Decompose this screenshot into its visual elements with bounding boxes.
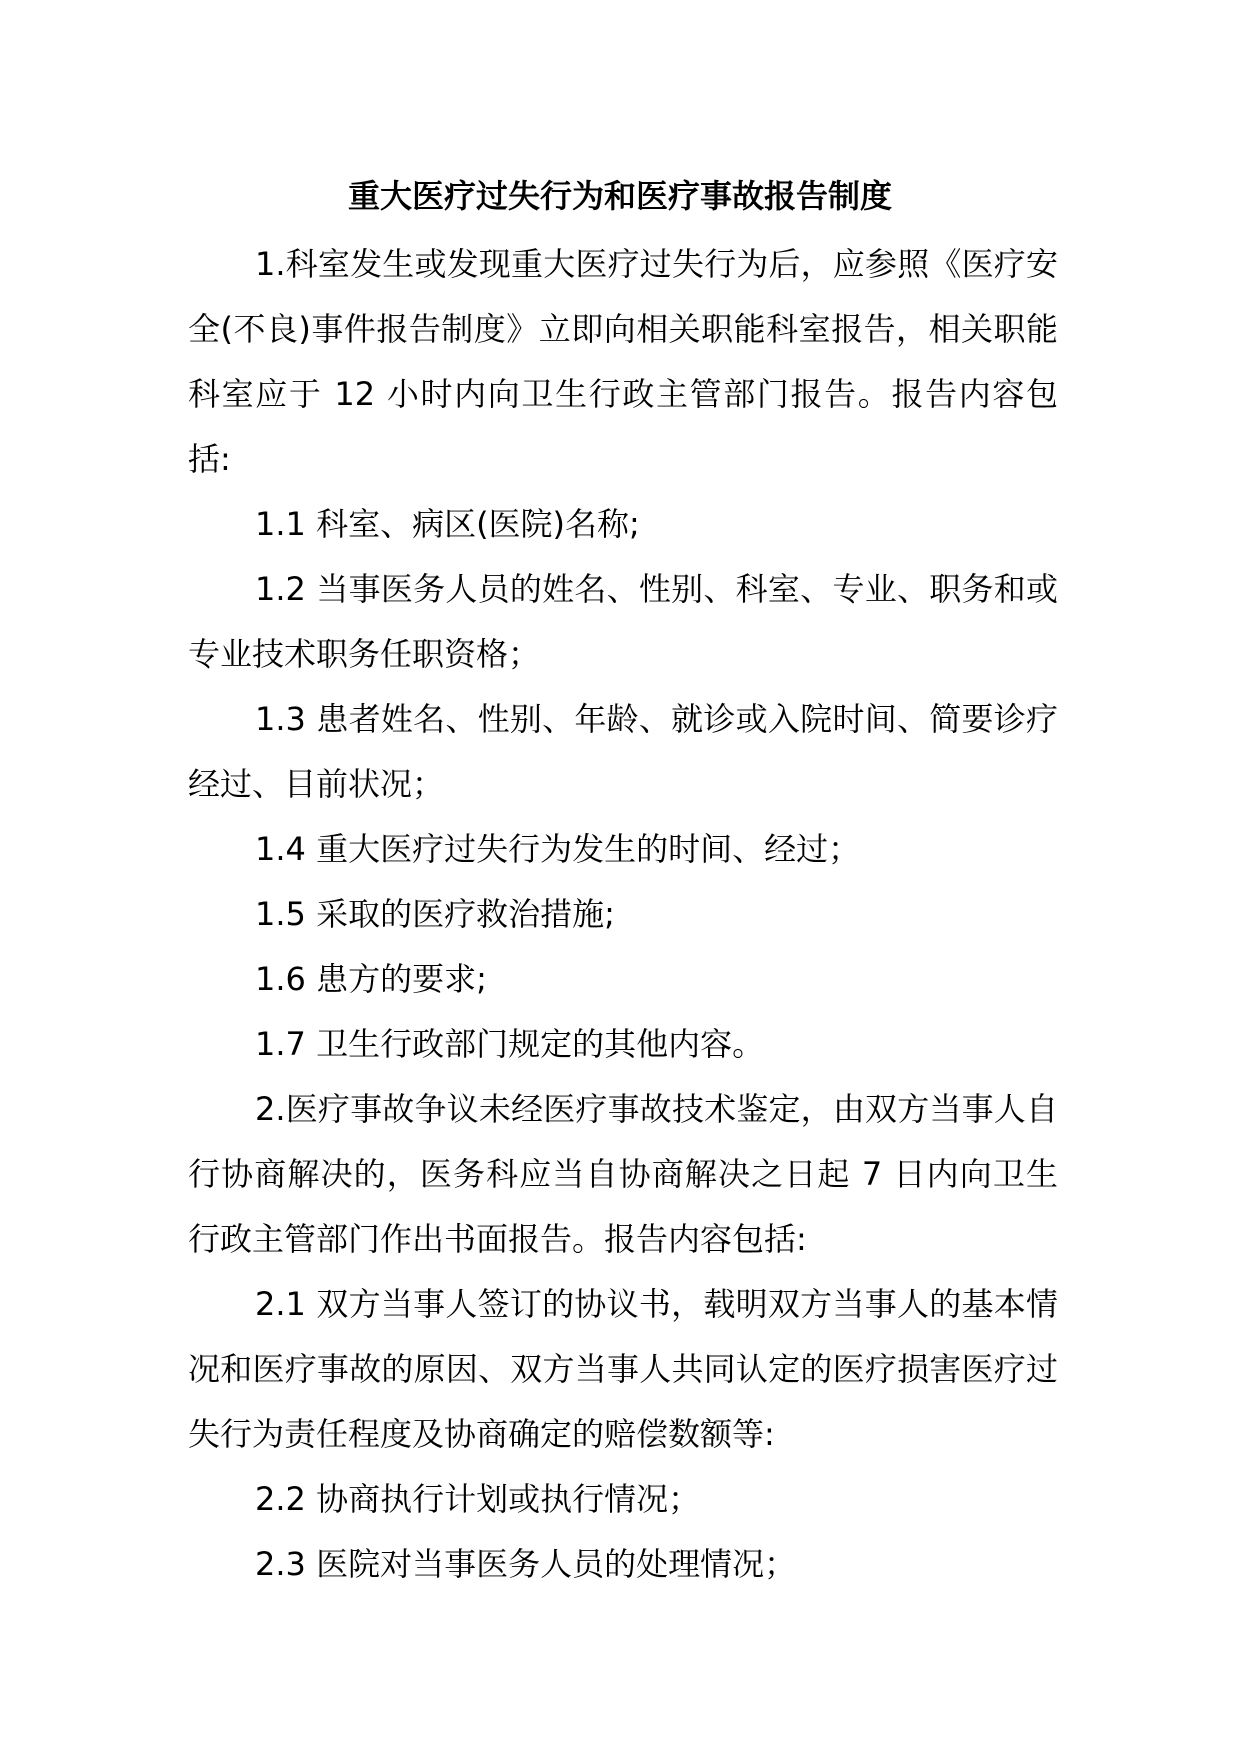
paragraph-2-2: 2.2 协商执行计划或执行情况； xyxy=(255,1480,701,1518)
document-title: 重大医疗过失行为和医疗事故报告制度 xyxy=(347,177,892,215)
paragraph-1-2: 1.2 当事医务人员的姓名、性别、科室、专业、职务和或专业技术职务任职资格； xyxy=(188,570,1058,673)
paragraph-1-3: 1.3 患者姓名、性别、年龄、就诊或入院时间、简要诊疗经过、目前状况； xyxy=(188,700,1058,803)
paragraph-1-7: 1.7 卫生行政部门规定的其他内容。 xyxy=(255,1025,765,1063)
paragraph-1-5: 1.5 采取的医疗救治措施; xyxy=(255,895,615,933)
paragraph-1-4: 1.4 重大医疗过失行为发生的时间、经过； xyxy=(255,830,861,868)
paragraph-2-1: 2.1 双方当事人签订的协议书，载明双方当事人的基本情况和医疗事故的原因、双方当事人共同认定的医疗损害医疗过失行为责任程度及协商确定的赔偿数额等: xyxy=(188,1285,1058,1453)
document-body xyxy=(188,232,1058,1597)
paragraph-1-6: 1.6 患方的要求; xyxy=(255,960,487,998)
paragraph-1: 1.科室发生或发现重大医疗过失行为后，应参照《医疗安全(不良)事件报告制度》立即向相关职能科室报告，相关职能科室应于 12 小时内向卫生行政主管部门报告。报告内容包括: xyxy=(188,245,1058,478)
paragraph-1-1: 1.1 科室、病区(医院)名称; xyxy=(255,505,640,543)
paragraph-2: 2.医疗事故争议未经医疗事故技术鉴定，由双方当事人自行协商解决的，医务科应当自协商解决之日起 7 日内向卫生行政主管部门作出书面报告。报告内容包括: xyxy=(188,1090,1058,1258)
paragraph-2-3: 2.3 医院对当事医务人员的处理情况； xyxy=(255,1545,797,1583)
